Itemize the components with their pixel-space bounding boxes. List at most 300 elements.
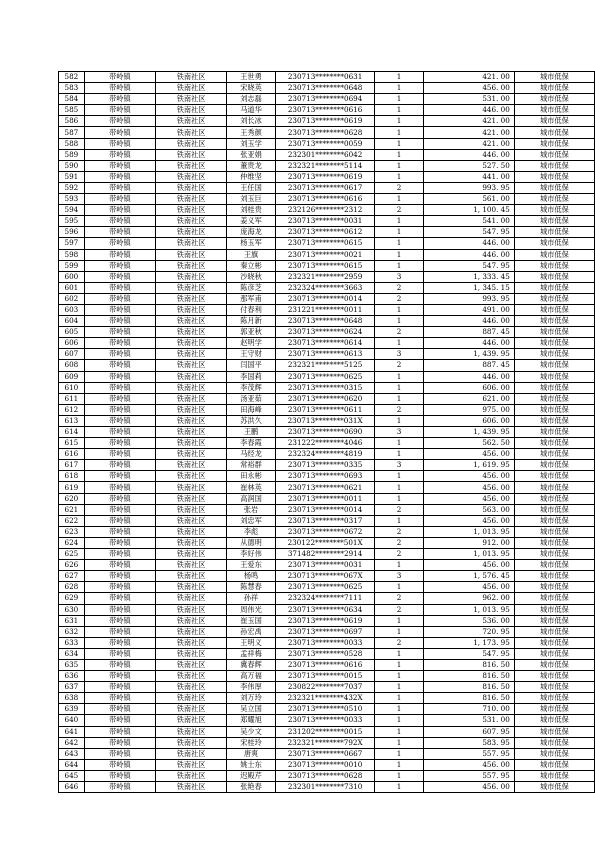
amount-cell: 1, 173. 95 [423,637,514,648]
id-number-cell: 230713********0031 [275,560,375,571]
town-cell: 带岭镇 [84,393,155,404]
household-size-cell: 1 [375,671,423,682]
row-number-cell: 631 [59,615,85,626]
community-cell: 铁南社区 [155,659,226,670]
name-cell: 张艳春 [227,782,276,793]
community-cell: 铁南社区 [155,537,226,548]
amount-cell: 446. 00 [423,316,514,327]
category-cell: 城市低保 [514,659,594,670]
table-row [59,648,595,659]
category-cell: 城市低保 [514,293,594,304]
row-number-cell: 636 [59,671,85,682]
household-size-cell: 1 [375,160,423,171]
category-cell: 城市低保 [514,182,594,193]
category-cell: 城市低保 [514,504,594,515]
id-number-cell: 230713********0031 [275,216,375,227]
table-row [59,515,595,526]
amount-cell: 816. 50 [423,659,514,670]
town-cell: 带岭镇 [84,537,155,548]
community-cell: 铁南社区 [155,560,226,571]
id-number-cell: 230713********0033 [275,637,375,648]
amount-cell: 547. 95 [423,227,514,238]
amount-cell: 1, 100. 45 [423,205,514,216]
id-number-cell: 230713********0528 [275,648,375,659]
amount-cell: 421. 00 [423,138,514,149]
town-cell: 带岭镇 [84,482,155,493]
table-row [59,105,595,116]
name-cell: 庞海龙 [227,227,276,238]
household-size-cell: 1 [375,626,423,637]
town-cell: 带岭镇 [84,105,155,116]
row-number-cell: 582 [59,72,85,83]
table-row [59,748,595,759]
name-cell: 苏洪久 [227,415,276,426]
community-cell: 铁南社区 [155,526,226,537]
table-row [59,704,595,715]
name-cell: 刘玉学 [227,138,276,149]
row-number-cell: 623 [59,526,85,537]
amount-cell: 456. 00 [423,83,514,94]
table-row [59,138,595,149]
town-cell: 带岭镇 [84,382,155,393]
amount-cell: 1, 013. 95 [423,549,514,560]
community-cell: 铁南社区 [155,449,226,460]
town-cell: 带岭镇 [84,371,155,382]
household-size-cell: 1 [375,116,423,127]
id-number-cell: 230713********0014 [275,293,375,304]
community-cell: 铁南社区 [155,593,226,604]
household-size-cell: 1 [375,782,423,793]
name-cell: 孙宏禹 [227,626,276,637]
category-cell: 城市低保 [514,471,594,482]
id-number-cell: 230713********0616 [275,659,375,670]
community-cell: 铁南社区 [155,460,226,471]
amount-cell: 456. 00 [423,560,514,571]
household-size-cell: 1 [375,693,423,704]
id-number-cell: 231222********4046 [275,438,375,449]
town-cell: 带岭镇 [84,83,155,94]
name-cell: 陈月新 [227,316,276,327]
name-cell: 崔玉国 [227,615,276,626]
name-cell: 常裕群 [227,460,276,471]
amount-cell: 441. 00 [423,171,514,182]
category-cell: 城市低保 [514,715,594,726]
amount-cell: 1, 439. 95 [423,349,514,360]
name-cell: 吴立国 [227,704,276,715]
town-cell: 带岭镇 [84,282,155,293]
id-number-cell: 230713********0690 [275,427,375,438]
community-cell: 铁南社区 [155,249,226,260]
id-number-cell: 230713********0010 [275,759,375,770]
table-row [59,149,595,160]
town-cell: 带岭镇 [84,205,155,216]
amount-cell: 1, 013. 95 [423,604,514,615]
name-cell: 冀春辉 [227,659,276,670]
row-number-cell: 593 [59,194,85,205]
household-size-cell: 3 [375,271,423,282]
community-cell: 铁南社区 [155,393,226,404]
row-number-cell: 617 [59,460,85,471]
category-cell: 城市低保 [514,238,594,249]
household-size-cell: 1 [375,648,423,659]
id-number-cell: 232321********2959 [275,271,375,282]
id-number-cell: 232324********7111 [275,593,375,604]
community-cell: 铁南社区 [155,671,226,682]
table-row [59,360,595,371]
category-cell: 城市低保 [514,72,594,83]
row-number-cell: 609 [59,371,85,382]
household-size-cell: 3 [375,349,423,360]
id-number-cell: 230713********0620 [275,393,375,404]
community-cell: 铁南社区 [155,194,226,205]
household-size-cell: 1 [375,471,423,482]
household-size-cell: 1 [375,715,423,726]
id-number-cell: 232321********432X [275,693,375,704]
community-cell: 铁南社区 [155,127,226,138]
household-size-cell: 1 [375,382,423,393]
amount-cell: 993. 95 [423,182,514,193]
table-row [59,460,595,471]
table-row [59,404,595,415]
id-number-cell: 232321********5125 [275,360,375,371]
household-size-cell: 2 [375,593,423,604]
id-number-cell: 230713********0335 [275,460,375,471]
category-cell: 城市低保 [514,748,594,759]
category-cell: 城市低保 [514,149,594,160]
household-size-cell: 1 [375,438,423,449]
name-cell: 李彪 [227,526,276,537]
row-number-cell: 611 [59,393,85,404]
town-cell: 带岭镇 [84,671,155,682]
town-cell: 带岭镇 [84,637,155,648]
table-row [59,382,595,393]
household-size-cell: 1 [375,615,423,626]
amount-cell: 1, 345. 15 [423,282,514,293]
household-size-cell: 1 [375,449,423,460]
table-row [59,194,595,205]
category-cell: 城市低保 [514,615,594,626]
category-cell: 城市低保 [514,404,594,415]
name-cell: 李国莉 [227,371,276,382]
id-number-cell: 230713********0059 [275,138,375,149]
household-size-cell: 1 [375,371,423,382]
name-cell: 姜义军 [227,216,276,227]
row-number-cell: 604 [59,316,85,327]
id-number-cell: 230713********0628 [275,770,375,781]
id-number-cell: 230713********0625 [275,371,375,382]
category-cell: 城市低保 [514,427,594,438]
amount-cell: 816. 50 [423,682,514,693]
community-cell: 铁南社区 [155,704,226,715]
category-cell: 城市低保 [514,449,594,460]
amount-cell: 563. 00 [423,504,514,515]
id-number-cell: 371482********2914 [275,549,375,560]
category-cell: 城市低保 [514,671,594,682]
amount-cell: 446. 00 [423,249,514,260]
category-cell: 城市低保 [514,648,594,659]
household-size-cell: 1 [375,682,423,693]
name-cell: 李茂辉 [227,382,276,393]
amount-cell: 557. 95 [423,748,514,759]
community-cell: 铁南社区 [155,349,226,360]
town-cell: 带岭镇 [84,615,155,626]
row-number-cell: 613 [59,415,85,426]
category-cell: 城市低保 [514,205,594,216]
town-cell: 带岭镇 [84,504,155,515]
household-size-cell: 1 [375,72,423,83]
table-row [59,582,595,593]
community-cell: 铁南社区 [155,260,226,271]
household-size-cell: 3 [375,571,423,582]
table-row [59,338,595,349]
id-number-cell: 230713********0021 [275,249,375,260]
table-row [59,482,595,493]
household-size-cell: 2 [375,537,423,548]
row-number-cell: 605 [59,327,85,338]
name-cell: 刘万玲 [227,693,276,704]
household-size-cell: 2 [375,282,423,293]
community-cell: 铁南社区 [155,782,226,793]
household-size-cell: 2 [375,526,423,537]
table-row [59,393,595,404]
household-size-cell: 3 [375,427,423,438]
category-cell: 城市低保 [514,349,594,360]
row-number-cell: 641 [59,726,85,737]
name-cell: 刘玉巨 [227,194,276,205]
name-cell: 崔林英 [227,482,276,493]
household-size-cell: 1 [375,194,423,205]
row-number-cell: 607 [59,349,85,360]
amount-cell: 446. 00 [423,105,514,116]
amount-cell: 446. 00 [423,371,514,382]
row-number-cell: 589 [59,149,85,160]
id-number-cell: 230713********067X [275,571,375,582]
table-row [59,571,595,582]
amount-cell: 531. 00 [423,94,514,105]
id-number-cell: 232301********6042 [275,149,375,160]
community-cell: 铁南社区 [155,316,226,327]
category-cell: 城市低保 [514,560,594,571]
category-cell: 城市低保 [514,782,594,793]
amount-cell: 912. 00 [423,537,514,548]
category-cell: 城市低保 [514,604,594,615]
category-cell: 城市低保 [514,127,594,138]
household-size-cell: 2 [375,549,423,560]
table-row [59,260,595,271]
id-number-cell: 230713********0011 [275,493,375,504]
row-number-cell: 583 [59,83,85,94]
town-cell: 带岭镇 [84,759,155,770]
category-cell: 城市低保 [514,338,594,349]
table-row [59,537,595,548]
household-size-cell: 1 [375,338,423,349]
amount-cell: 541. 00 [423,216,514,227]
category-cell: 城市低保 [514,327,594,338]
community-cell: 铁南社区 [155,371,226,382]
amount-cell: 456. 00 [423,493,514,504]
name-cell: 刘忠军 [227,515,276,526]
community-cell: 铁南社区 [155,693,226,704]
name-cell: 孙祥 [227,593,276,604]
amount-cell: 421. 00 [423,127,514,138]
category-cell: 城市低保 [514,216,594,227]
table-row [59,626,595,637]
category-cell: 城市低保 [514,171,594,182]
household-size-cell: 1 [375,704,423,715]
row-number-cell: 629 [59,593,85,604]
town-cell: 带岭镇 [84,249,155,260]
id-number-cell: 230713********0615 [275,238,375,249]
category-cell: 城市低保 [514,482,594,493]
name-cell: 吴少文 [227,726,276,737]
town-cell: 带岭镇 [84,526,155,537]
name-cell: 高万福 [227,671,276,682]
roster-body [59,72,595,793]
id-number-cell: 230713********0315 [275,382,375,393]
household-size-cell: 1 [375,393,423,404]
row-number-cell: 601 [59,282,85,293]
household-size-cell: 1 [375,770,423,781]
town-cell: 带岭镇 [84,427,155,438]
name-cell: 王秀颜 [227,127,276,138]
category-cell: 城市低保 [514,316,594,327]
id-number-cell: 230713********031X [275,415,375,426]
row-number-cell: 646 [59,782,85,793]
amount-cell: 621. 00 [423,393,514,404]
category-cell: 城市低保 [514,626,594,637]
id-number-cell: 230713********0628 [275,127,375,138]
town-cell: 带岭镇 [84,271,155,282]
table-row [59,293,595,304]
category-cell: 城市低保 [514,160,594,171]
table-row [59,427,595,438]
name-cell: 那军甫 [227,293,276,304]
community-cell: 铁南社区 [155,726,226,737]
town-cell: 带岭镇 [84,338,155,349]
table-row [59,526,595,537]
table-row [59,205,595,216]
row-number-cell: 643 [59,748,85,759]
table-row [59,249,595,260]
table-row [59,182,595,193]
town-cell: 带岭镇 [84,404,155,415]
household-size-cell: 2 [375,182,423,193]
row-number-cell: 640 [59,715,85,726]
community-cell: 铁南社区 [155,626,226,637]
row-number-cell: 614 [59,427,85,438]
category-cell: 城市低保 [514,571,594,582]
town-cell: 带岭镇 [84,715,155,726]
amount-cell: 1, 439. 95 [423,427,514,438]
household-size-cell: 1 [375,149,423,160]
household-size-cell: 2 [375,404,423,415]
row-number-cell: 612 [59,404,85,415]
row-number-cell: 644 [59,759,85,770]
community-cell: 铁南社区 [155,227,226,238]
id-number-cell: 230713********0014 [275,504,375,515]
amount-cell: 993. 95 [423,293,514,304]
name-cell: 宋桂玲 [227,737,276,748]
name-cell: 仲维坚 [227,171,276,182]
id-number-cell: 230713********0631 [275,72,375,83]
table-row [59,282,595,293]
town-cell: 带岭镇 [84,349,155,360]
row-number-cell: 630 [59,604,85,615]
category-cell: 城市低保 [514,549,594,560]
amount-cell: 583. 95 [423,737,514,748]
amount-cell: 456. 00 [423,449,514,460]
name-cell: 郑耀旭 [227,715,276,726]
table-row [59,693,595,704]
table-row [59,637,595,648]
table-row [59,316,595,327]
id-number-cell: 230713********0617 [275,182,375,193]
community-cell: 铁南社区 [155,748,226,759]
category-cell: 城市低保 [514,249,594,260]
name-cell: 马道华 [227,105,276,116]
row-number-cell: 645 [59,770,85,781]
community-cell: 铁南社区 [155,149,226,160]
name-cell: 李好伟 [227,549,276,560]
household-size-cell: 1 [375,748,423,759]
name-cell: 迟殿芹 [227,770,276,781]
table-row [59,449,595,460]
amount-cell: 562. 50 [423,438,514,449]
amount-cell: 816. 50 [423,671,514,682]
name-cell: 李伟厚 [227,682,276,693]
town-cell: 带岭镇 [84,360,155,371]
town-cell: 带岭镇 [84,682,155,693]
table-row [59,271,595,282]
table-row [59,549,595,560]
community-cell: 铁南社区 [155,571,226,582]
household-size-cell: 1 [375,493,423,504]
category-cell: 城市低保 [514,515,594,526]
id-number-cell: 230713********0613 [275,349,375,360]
name-cell: 王明义 [227,637,276,648]
amount-cell: 710. 00 [423,704,514,715]
table-row [59,304,595,315]
community-cell: 铁南社区 [155,515,226,526]
amount-cell: 606. 00 [423,415,514,426]
id-number-cell: 230713********0621 [275,482,375,493]
amount-cell: 456. 00 [423,782,514,793]
household-size-cell: 1 [375,415,423,426]
name-cell: 王旗 [227,249,276,260]
id-number-cell: 230713********0015 [275,671,375,682]
table-row [59,715,595,726]
table-row [59,671,595,682]
town-cell: 带岭镇 [84,648,155,659]
amount-cell: 607. 95 [423,726,514,737]
town-cell: 带岭镇 [84,659,155,670]
community-cell: 铁南社区 [155,94,226,105]
table-row [59,737,595,748]
row-number-cell: 591 [59,171,85,182]
table-row [59,770,595,781]
household-size-cell: 1 [375,105,423,116]
id-number-cell: 230713********0619 [275,171,375,182]
row-number-cell: 622 [59,515,85,526]
row-number-cell: 600 [59,271,85,282]
name-cell: 张岩 [227,504,276,515]
community-cell: 铁南社区 [155,504,226,515]
category-cell: 城市低保 [514,382,594,393]
category-cell: 城市低保 [514,582,594,593]
id-number-cell: 230713********0648 [275,316,375,327]
table-row [59,471,595,482]
household-size-cell: 2 [375,205,423,216]
